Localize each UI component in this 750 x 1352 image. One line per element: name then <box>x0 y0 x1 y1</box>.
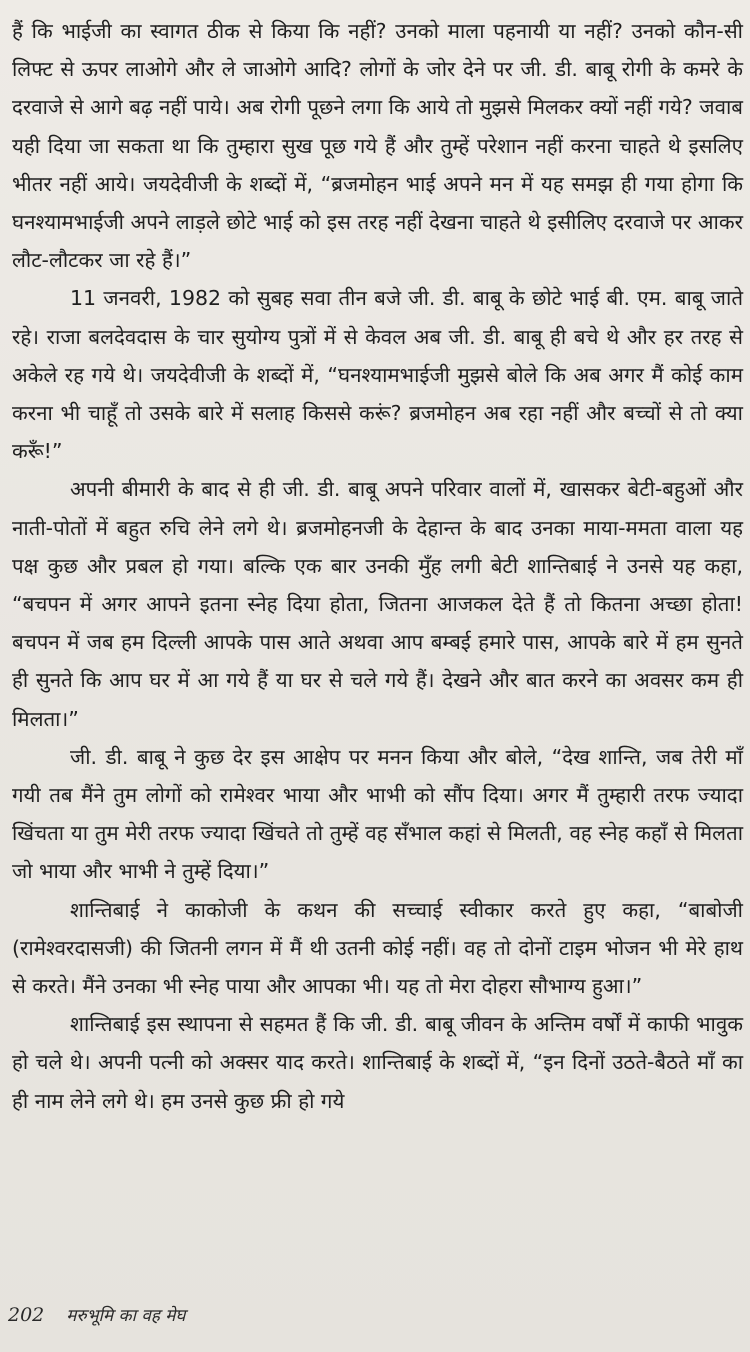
paragraph-continuation: हैं कि भाईजी का स्वागत ठीक से किया कि नहीं? उनको माला पहनायी या नहीं? उनको कौन-सी लिफ्ट से ऊपर लाओगे और ले जाओगे आदि? लोगों के जोर देने पर जी. डी. बाबू रोगी के कमरे के दरवाजे से आगे बढ़ नहीं पाये। अब रोगी पूछने लगा कि आये तो मुझसे मिलकर क्यों नहीं गये? जवाब यही दिया जा सकता था कि तुम्हारा सुख पूछ गये हैं और तुम्हें परेशान नहीं करना चाहते थे इसलिए भीतर नहीं आये। जयदेवीजी के शब्दों में, “ब्रजमोहन भाई अपने मन में यह समझ ही गया होगा कि घनश्यामभाईजी अपने लाड़ले छोटे भाई को इस तरह नहीं देखना चाहते थे इसीलिए दरवाजे पर आकर लौट-लौटकर जा रहे हैं।” <box>12 19 743 273</box>
paragraph-gd-babu-reply: जी. डी. बाबू ने कुछ देर इस आक्षेप पर मनन किया और बोले, “देख शान्ति, जब तेरी माँ गयी तब मैंने तुम लोगों को रामेश्वर भाया और भाभी को सौंप दिया। अगर मैं तुम्हारी तरफ ज्यादा खिंचता या तुम मेरी तरफ ज्यादा खिंचते तो तुम्हें वह सँभाल कहां से मिलती, वह स्नेह कहाँ से मिलता जो भाया और भाभी ने तुम्हें दिया।” <box>12 744 743 884</box>
page-body-text <box>12 12 743 1120</box>
paragraph-bm-babu-death: 11 जनवरी, 1982 को सुबह सवा तीन बजे जी. डी. बाबू के छोटे भाई बी. एम. बाबू जाते रहे। राजा बलदेवदास के चार सुयोग्य पुत्रों में से केवल अब जी. डी. बाबू ही बचे थे और हर तरह से अकेले रह गये थे। जयदेवीजी के शब्दों में, “घनश्यामभाईजी मुझसे बोले कि अब अगर मैं कोई काम करना भी चाहूँ तो उसके बारे में सलाह किससे करूं? ब्रजमोहन अब रहा नहीं और बच्चों से तो क्या करूँ!” <box>12 286 743 464</box>
running-title: मरुभूमि का वह मेघ <box>66 1306 186 1326</box>
page-footer <box>8 1303 185 1326</box>
paragraph-family-interest: अपनी बीमारी के बाद से ही जी. डी. बाबू अपने परिवार वालों में, खासकर बेटी-बहुओं और नाती-पोतों में बहुत रुचि लेने लगे थे। ब्रजमोहनजी के देहान्त के बाद उनका माया-ममता वाला यह पक्ष कुछ और प्रबल हो गया। बल्कि एक बार उनकी मुँह लगी बेटी शान्तिबाई ने उनसे यह कहा, “बचपन में अगर आपने इतना स्नेह दिया होता, जितना आजकल देते हैं तो कितना अच्छा होता! बचपन में जब हम दिल्ली आपके पास आते अथवा आप बम्बई हमारे पास, आपके बारे में हम सुनते ही सुनते कि आप घर में आ गये हैं या घर से चले गये हैं। देखने और बात करने का अवसर कम ही मिलता।” <box>12 477 743 731</box>
paragraph-final-years: शान्तिबाई इस स्थापना से सहमत हैं कि जी. डी. बाबू जीवन के अन्तिम वर्षों में काफी भावुक हो चले थे। अपनी पत्नी को अक्सर याद करते। शान्तिबाई के शब्दों में, “इन दिनों उठते-बैठते माँ का ही नाम लेने लगे थे। हम उनसे कुछ फ्री हो गये <box>12 1012 743 1113</box>
paragraph-shantibai-response: शान्तिबाई ने काकोजी के कथन की सच्चाई स्वीकार करते हुए कहा, “बाबोजी (रामेश्वरदासजी) की जितनी लगन में मैं थी उतनी कोई नहीं। वह तो दोनों टाइम भोजन भी मेरे हाथ से करते। मैंने उनका भी स्नेह पाया और आपका भी। यह तो मेरा दोहरा सौभाग्य हुआ।” <box>12 897 743 999</box>
page-number: 202 <box>8 1304 45 1326</box>
